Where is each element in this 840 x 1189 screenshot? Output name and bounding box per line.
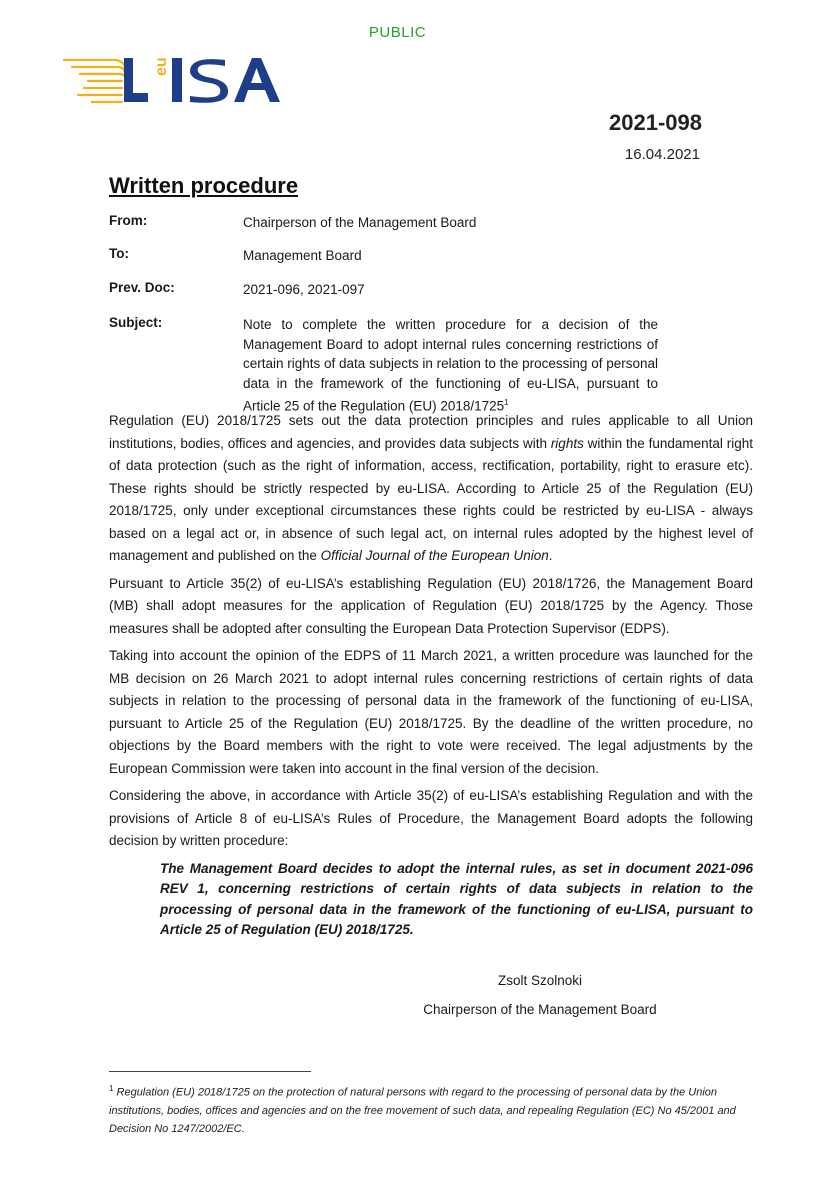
subject-label: Subject:: [109, 315, 163, 330]
subject-value: [243, 315, 658, 416]
from-label: From:: [109, 213, 148, 228]
logo-letter-i: [172, 58, 182, 102]
prev-doc-label: Prev. Doc:: [109, 280, 175, 295]
paragraph-3: Taking into account the opinion of the EDPS of 11 March 2021, a written procedure was launched for the MB decision on 26 March 2021 to adopt internal rules concerning restrictions of certain rights of data subjects in relation to the processing of personal data in the framework of the functioning of eu-LISA, pursuant to Article 25 of the Regulation (EU) 2018/1725. By the deadline of the written procedure, no objections by the Board members with the right to vote were received. The legal adjustments by the European Commission were taken into account in the final version of the decision.: [109, 648, 753, 776]
from-value: Chairperson of the Management Board: [243, 215, 477, 230]
footnote: [109, 1080, 753, 1138]
logo-eu-text: eu: [153, 57, 170, 76]
logo-letter-s: [190, 59, 228, 103]
logo-letter-a: [234, 58, 280, 102]
paragraph-2: Pursuant to Article 35(2) of eu-LISA’s establishing Regulation (EU) 2018/1726, the Management Board (MB) shall adopt measures for the application of Regulation (EU) 2018/1725 by the Agency. Those measures shall be adopted after consulting the European Data Protection Supervisor (EDPS).: [109, 575, 753, 636]
document-number: 2021-098: [609, 110, 702, 135]
eulisa-logo: [62, 50, 284, 108]
footnote-ref: 1: [504, 398, 509, 407]
paragraph-4: Considering the above, in accordance with Article 35(2) of eu-LISA’s establishing Regulation and with the provisions of Article 8 of eu-LISA’s Rules of Procedure, the Management Board adopts the following decision by written procedure:: [109, 788, 753, 848]
footnote-divider: [109, 1071, 311, 1072]
page-title: Written procedure: [109, 173, 299, 198]
logo-wing-lines: [64, 60, 127, 102]
to-label: To:: [109, 246, 129, 261]
body-text: [109, 410, 753, 941]
signatory-role: Chairperson of the Management Board: [423, 1002, 657, 1017]
classification-label: PUBLIC: [368, 24, 427, 41]
document-date: 16.04.2021: [624, 146, 700, 163]
footnote-text: Regulation (EU) 2018/1725 on the protection of natural persons with regard to the processing of personal data by the Union institutions, bodies, offices and agencies and on the free movement of such data, and repealing Regulation (EC) No 45/2001 and Decision No 1247/2002/EC.: [109, 1086, 736, 1135]
paragraph-1: Regulation (EU) 2018/1725 sets out the data protection principles and rules applicable to all Union institutions, bodies, offices and agencies, and provides data subjects with rights within the fundamental right of data protection (such as the right of information, access, rectification, portability, right to erasure etc). These rights should be strictly respected by eu-LISA. According to Article 25 of the Regulation (EU) 2018/1725, only under exceptional circumstances these rights could be restricted by eu-LISA - always based on a legal act or, in absence of such legal act, on internal rules adopted by the highest level of management and published on the Official Journal of the European Union.: [109, 413, 753, 563]
prev-doc-value: 2021-096, 2021-097: [243, 282, 365, 297]
footnote-mark: 1: [109, 1084, 114, 1093]
decision-text: The Management Board decides to adopt the internal rules, as set in document 2021-096 REV 1, concerning restrictions of certain rights of data subjects in relation to the processing of personal data in the framework of the functioning of eu-LISA, pursuant to Article 25 of Regulation (EU) 2018/1725.: [160, 860, 753, 937]
to-value: Management Board: [243, 248, 362, 263]
official-journal-ref: Official Journal of the European Union: [320, 548, 549, 563]
rights-emphasis: rights: [550, 435, 584, 451]
signatory-name: Zsolt Szolnoki: [497, 973, 583, 988]
subject-text: Note to complete the written procedure for a decision of the Management Board to adopt internal rules concerning restrictions of certain rights of data subjects in relation to the processing of personal data in the framework of the functioning of eu-LISA, pursuant to Article 25 of the Regulation (EU) 2018/1725: [243, 317, 658, 414]
